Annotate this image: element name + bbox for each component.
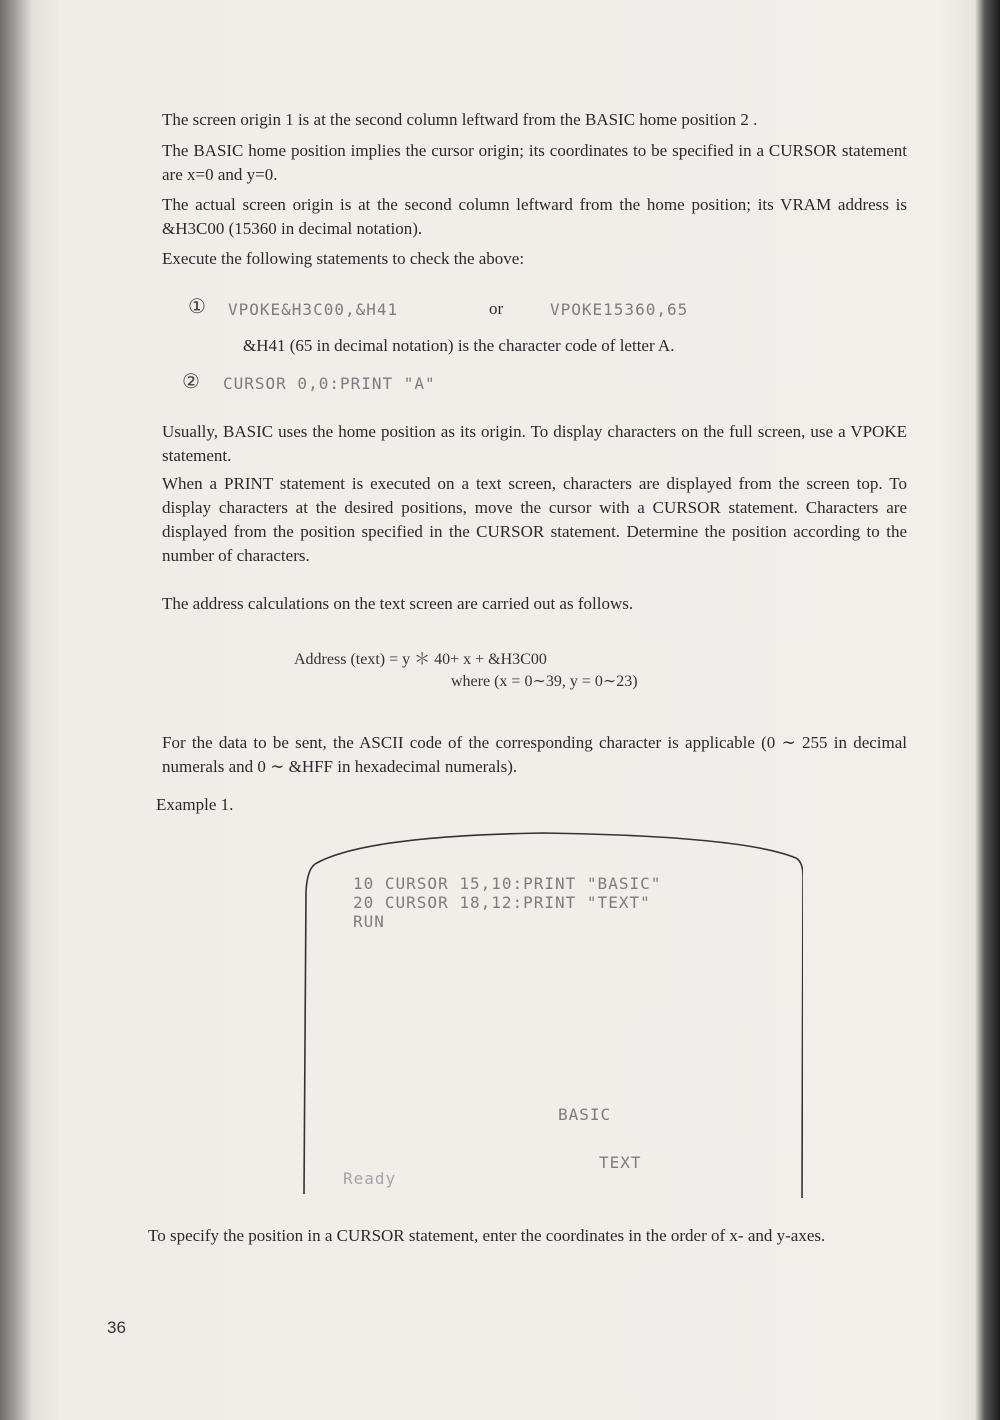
paragraph-screen-origin: The screen origin 1 is at the second column leftward from the BASIC home position 2 . xyxy=(162,110,758,129)
example-label: Example 1. xyxy=(156,795,234,814)
screen-line-10: 10 CURSOR 15,10:PRINT "BASIC" xyxy=(353,874,662,893)
formula-where: where (x = 0∼39, y = 0∼23) xyxy=(451,673,638,690)
step-1-note: &H41 (65 in decimal notation) is the character code of letter A. xyxy=(243,336,675,355)
screen-line-20: 20 CURSOR 18,12:PRINT "TEXT" xyxy=(353,893,651,912)
step-1-code-hex: VPOKE&H3C00,&H41 xyxy=(228,300,399,319)
page-number: 36 xyxy=(107,1318,126,1337)
screen-output-basic: BASIC xyxy=(558,1105,612,1124)
step-2-marker: ② xyxy=(182,369,200,393)
paragraph-usually: Usually, BASIC uses the home position as its origin. To display characters on the full screen, use a VPOKE statement. xyxy=(162,422,907,465)
step-2-code: CURSOR 0,0:PRINT "A" xyxy=(223,374,436,393)
step-1-or: or xyxy=(489,299,504,318)
formula-address: Address (text) = y ＊ 40+ x + &H3C00 xyxy=(294,651,547,668)
paragraph-closing: To specify the position in a CURSOR statement, enter the coordinates in the order of x- and y-axes. xyxy=(148,1226,826,1245)
paragraph-print-statement: When a PRINT statement is executed on a text screen, characters are displayed from the screen top. To display characters at the desired positions, move the cursor with a CURSOR statement. Characters are displayed from the position specified in the CURSOR statement. Determine the position according to the number of characters. xyxy=(162,474,907,565)
paragraph-ascii: For the data to be sent, the ASCII code of the corresponding character is applicable (0 ∼ 255 in decimal numerals and 0 ∼ &HFF in hexadecimal numerals). xyxy=(162,733,907,776)
step-1-code-decimal: VPOKE15360,65 xyxy=(550,300,689,319)
crt-screen-illustration xyxy=(303,832,803,1198)
paragraph-vram-address: The actual screen origin is at the second column leftward from the home position; its VRAM address is &H3C00 (15360 in decimal notation). xyxy=(162,195,907,238)
paragraph-home-position: The BASIC home position implies the cursor origin; its coordinates to be specified in a CURSOR statement are x=0 and y=0. xyxy=(162,141,907,184)
screen-ready-prompt: Ready xyxy=(343,1169,397,1188)
paragraph-execute: Execute the following statements to check the above: xyxy=(162,249,525,268)
screen-output-text: TEXT xyxy=(599,1153,642,1172)
screen-line-run: RUN xyxy=(353,912,385,931)
paragraph-address-calc: The address calculations on the text screen are carried out as follows. xyxy=(162,594,634,613)
step-1-marker: ① xyxy=(188,294,206,318)
